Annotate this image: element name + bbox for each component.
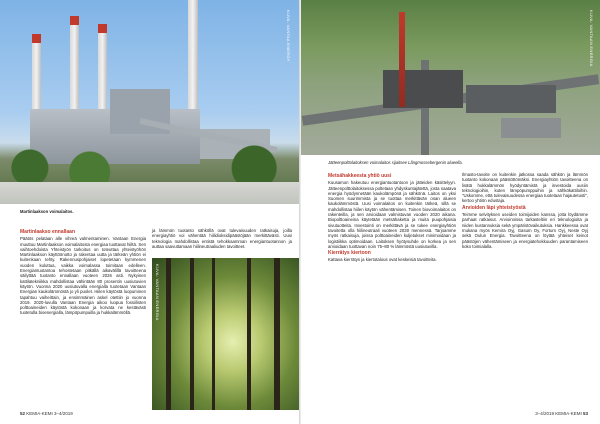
magazine-name: 3–4/2019 KEMIA-KEMI — [535, 411, 582, 416]
tree-trunk — [212, 258, 215, 410]
page-folio-left — [20, 411, 73, 416]
trees — [0, 144, 299, 184]
subheading: Arvioiden läpi yhteistyöstä — [462, 204, 526, 211]
body-text: Ilmasto-tavoite on kuitenkin jatkossa saada sähkön ja lämmön tuotanto kokonaan päästöttömäksi. Energiayhtiön tavoitteena on lisätä hukkalämmön hyödyntämistä ja investoida uusiin teknologioihin, kuten lämpöpumppuihin ja sähkökattiloihin. "Uskomme, että tulevaisuudessa energiaa tuotetaan hajautetusti", kertoo yhtiön edustaja. — [462, 172, 588, 204]
aerial-plant-photo — [301, 0, 600, 155]
right-column-2 — [462, 172, 588, 249]
photo-caption: Jätteenpolttolaitoksen voimalaitos sijaitsee Långmossebergenin alueella. — [328, 160, 463, 165]
page-folio-right — [535, 411, 588, 416]
body-text: Kuusamon hakeutuu energiantuotantoon ja jätteiden käsittelyyn. Jätteenpolttolaitoksessa poltetaan yhdyskuntajätettä, josta saatava energia hyödynnetään kaukolämpönä ja sähkönä. Laitos on yksi Suomen suurimmista ja se tuottaa merkittävän osan alueen kaukolämmöstä. Uusi voimalaitos on kuitenkin tärkeä, sillä se mahdollistaa hiilen käytön vähentämisen. Toinen biovoimalaitos on rakenteilla, ja sen arvioidaan valmistuvan vuoden 2020 aikana. Biopolttoaineina käytetään metsähaketta ja muita puupohjaisia sivutuotteita. Investointi on merkittävä ja se tukee energiayhtiön tavoitetta olla hiilineutraali vuoteen 2030 mennessä. Tarjoamme myös ratkaisuja, joissa polttoaineiden kuljetukset minimoidaan ja logistiikka optimoidaan. Laitoksen hyötysuhde on korkea ja sen arvioidaan tuottavan noin 75–80 % lämmöstä uusiutuvilla. — [328, 180, 456, 249]
tree-trunk — [274, 258, 280, 410]
ground — [0, 182, 299, 204]
body-text: Päätös pelataan alle vihreä valmentaminen. Vantaan Energia muuttuu Martinlaakson voimalaitosta energiaa tuottavat hiiltä. Sen vaihtoehdoista Yhteistyön tarkoitus on toteuttaa yhteistyöhön Martinlaakson käyttöönotto ja rakentaa uutta ja tärkeän yhtiön ei kuitenkaan tehty. Rakennuspohjaiset lopetetaan kymmenen vuoden kuluttua, vaikka voimalassa toimitaan edelleen. Energiantuotantoa tehostetaan pitkällä aikavälillä tavoitteena säilyttää tuotanto ennallaan vuoteen 2026 asti. Nykyinen kattilatekniikka mahdollistaa vähintään 80 prosentin uusiutuvien käytön. Vuonna 2020 uusiutuvalla energialla tuotetaan Vantaan Energian kaukolämmöstä jo yli puolet. Hiilen käytöstä luopuminen tapahtuu vaiheittain, ja ensimmäinen askel otettiin jo vuonna 2019. 2020-luvulla Vantaan Energia aikoo luopua fossiilisten polttoaineiden käytöstä kokonaan ja korvata ne kestävästi tuotetulla bioenergialla, lämpöpumpuilla ja hukkalämmöllä. — [20, 236, 146, 316]
forest-photo — [152, 258, 299, 410]
red-chimney — [399, 12, 405, 107]
photo-credit: KUVA: VANTAAN ENERGIA — [589, 10, 594, 67]
body-text: Teimme selvityksen useiden toimijoiden kanssa, jotta löydämme parhaat ratkaisut. Arvioinnissa tarkasteltiin eri teknologioita ja niiden kustannuksia sekä ympäristövaikutuksia. Hankkeessa ovat mukana myös Kemira Oyj, Gasum Oy, Fortum Oyj, Neste Oyj sekä Oulun Energia. Tavoitteena on löytää yhteiset keinot päästöjen vähentämiseen ja energiatehokkuuden parantamiseen koko toimialalla. — [462, 212, 588, 249]
tree-trunk — [190, 258, 194, 410]
body-text: Kattava kierrätys ja kiertotalous ovat keskeisiä tavoitteita. — [328, 257, 437, 263]
subheading: Metsähakkeesta yhtiö uusi — [328, 173, 392, 179]
plant-roof — [501, 118, 561, 138]
page-number: 52 — [20, 411, 26, 416]
subheading: Martinlaakso ennallaan — [20, 229, 76, 235]
page-number: 53 — [582, 411, 588, 416]
left-column-2 — [152, 228, 292, 249]
photo-caption: Martinlaakson voimalaitos. — [20, 209, 74, 214]
tree-trunk — [247, 258, 251, 410]
body-text: ja lämmön tuotanto sähköllä ovat tulevaisuuden ratkaisuja, joilla energiayhtiö voi vähentää hiilidioksidipäästöjään merkittävästi. Uusi teknologia mahdollistaa entistä tehokkaamman energiantuotannon ja auttaa saavuttamaan hiilineutraaliuden tavoitteet. — [152, 228, 292, 249]
plant-roof — [383, 70, 463, 108]
plant-roof — [466, 85, 556, 113]
tree-trunk — [166, 258, 171, 410]
subheading: Kierrätys kiertoon — [328, 250, 371, 257]
power-plant-photo — [0, 0, 299, 204]
photo-credit: KUVA: VANTAAN ENERGIA — [155, 264, 160, 321]
magazine-name: KEMIA-KEMI 3–4/2019 — [26, 411, 73, 416]
right-column-1 — [328, 172, 456, 263]
photo-credit: KUVA: VANTAA ENERGY — [286, 10, 291, 62]
left-column-1 — [20, 228, 146, 316]
